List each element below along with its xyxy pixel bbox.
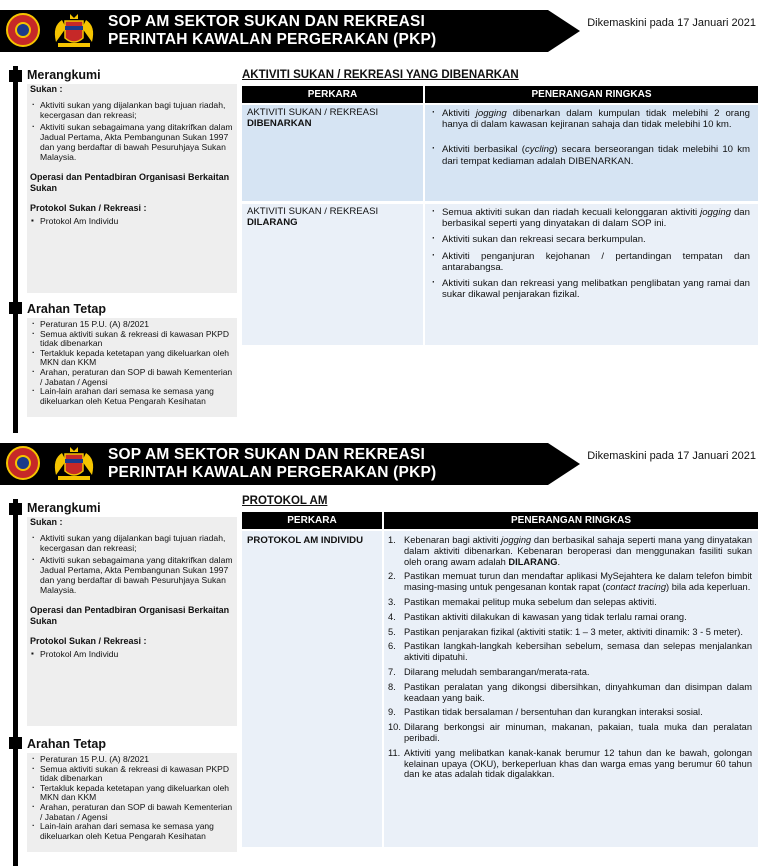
list-item: · Tertakluk kepada ketetapan yang dikeluarkan oleh MKN dan KKM: [40, 349, 234, 368]
section-marker-icon: [9, 503, 22, 515]
list-item: · Aktiviti sukan sebagaimana yang ditakrifkan dalam Jadual Pertama, Akta Pembangunan Sukan 1997 dan yang berdaftar di bawah Pesuruhjaya Sukan Malaysia.: [40, 555, 233, 596]
updated-date: Dikemaskini pada 17 Januari 2021: [587, 450, 756, 462]
section-marker-icon: [9, 70, 22, 82]
agency-logo-icon: [6, 13, 40, 47]
list-item: · Arahan, peraturan dan SOP di bawah Kementerian / Jabatan / Agensi: [40, 368, 234, 387]
slide-protokol: [0, 433, 768, 866]
arahan-panel: [27, 318, 237, 417]
list-item: · Aktiviti jogging dibenarkan dalam kumpulan tidak melebihi 2 orang hanya di dalam kawasan kejiranan sahaja dan tidak melebihi 10 km.: [442, 108, 750, 130]
list-item: · Arahan, peraturan dan SOP di bawah Kementerian / Jabatan / Agensi: [40, 803, 234, 822]
arahan-heading: Arahan Tetap: [27, 737, 106, 751]
list-item: · Semua aktiviti sukan & rekreasi di kawasan PKPD tidak dibenarkan: [40, 765, 234, 784]
protocol-heading: Protokol Sukan / Rekreasi :: [30, 202, 147, 213]
column-header-penerangan: PENERANGAN RINGKAS: [425, 86, 758, 103]
list-item: · Aktiviti berbasikal (cycling) secara berseorangan tidak melebihi 10 km dari tempat kediaman adalah DIBENARKAN.: [442, 144, 750, 166]
title-line-2: PERINTAH KAWALAN PERGERAKAN (PKP): [108, 31, 437, 48]
list-item: · Tertakluk kepada ketetapan yang dikeluarkan oleh MKN dan KKM: [40, 784, 234, 803]
list-item: · Lain-lain arahan dari semasa ke semasa yang dikeluarkan oleh Ketua Pengarah Kesihatan: [40, 387, 234, 406]
list-item: 3. Pastikan memakai pelitup muka sebelum dan selepas aktiviti.: [388, 596, 657, 607]
updated-date: Dikemaskini pada 17 Januari 2021: [587, 17, 756, 29]
list-item: 6. Pastikan langkah-langkah kebersihan sebelum, semasa dan selepas menjalankan aktiviti dipatuhi.: [388, 641, 752, 663]
ops-heading: Operasi dan Pentadbiran Organisasi Berkaitan Sukan: [30, 172, 230, 193]
row-label-text: AKTIVITI SUKAN / REKREASI: [247, 206, 379, 217]
list-item: · Lain-lain arahan dari semasa ke semasa yang dikeluarkan oleh Ketua Pengarah Kesihatan: [40, 822, 234, 841]
merangkumi-heading: Merangkumi: [27, 68, 101, 82]
list-item: 7. Dilarang meludah sembarangan/merata-rata.: [388, 666, 590, 677]
list-item: 8. Pastikan peralatan yang dikongsi dibersihkan, dinyahkuman dan disimpan dalam keadaan yang baik.: [388, 681, 752, 703]
timeline-bar: [13, 499, 18, 866]
arahan-heading: Arahan Tetap: [27, 302, 106, 316]
table-title: AKTIVITI SUKAN / REKREASI YANG DIBENARKAN: [242, 69, 519, 81]
list-item: 5. Pastikan penjarakan fizikal (aktiviti statik: 1 – 3 meter, aktiviti dinamik: 3 - 5 meter).: [388, 626, 743, 637]
title-line-2: PERINTAH KAWALAN PERGERAKAN (PKP): [108, 464, 437, 481]
merangkumi-heading: Merangkumi: [27, 501, 101, 515]
list-item: 2. Pastikan memuat turun dan mendaftar aplikasi MySejahtera ke dalam telefon bimbit masing-masing untuk pengesanan kontak rapat (contact tracing) bila ada keperluan.: [388, 571, 752, 593]
row-label-text: AKTIVITI SUKAN / REKREASI: [247, 107, 379, 118]
list-item: 9. Pastikan tidak bersalaman / bersentuhan dan kurangkan interaksi sosial.: [388, 707, 703, 718]
title-line-1: SOP AM SEKTOR SUKAN DAN REKREASI: [108, 446, 426, 463]
column-header-penerangan: PENERANGAN RINGKAS: [384, 512, 758, 529]
list-item: ▪ Protokol Am Individu: [40, 216, 233, 226]
row-desc-protokol: [384, 531, 758, 847]
agency-logo-icon: [6, 446, 40, 480]
sukan-subheading: Sukan :: [30, 517, 63, 527]
list-item: · Aktiviti sukan sebagaimana yang ditakrifkan dalam Jadual Pertama, Akta Pembangunan Sukan 1997 dan yang berdaftar di bawah Pesuruhjaya Sukan Malaysia.: [40, 122, 233, 163]
row-label-dilarang: [242, 204, 423, 345]
column-header-perkara: PERKARA: [242, 512, 382, 529]
list-item: · Semua aktiviti sukan & rekreasi di kawasan PKPD tidak dibenarkan: [40, 330, 234, 349]
page-title: [108, 13, 436, 49]
ops-heading: Operasi dan Pentadbiran Organisasi Berkaitan Sukan: [30, 605, 230, 626]
list-item: · Peraturan 15 P.U. (A) 8/2021: [40, 755, 234, 765]
column-header-perkara: PERKARA: [242, 86, 423, 103]
protocol-heading: Protokol Sukan / Rekreasi :: [30, 635, 147, 646]
list-item: 4. Pastikan aktiviti dilakukan di kawasan yang tidak terlalu ramai orang.: [388, 611, 687, 622]
list-item: · Aktiviti sukan yang dijalankan bagi tujuan riadah, kecergasan dan rekreasi;: [40, 100, 233, 120]
list-item: · Peraturan 15 P.U. (A) 8/2021: [40, 320, 234, 330]
row-label-protokol: PROTOKOL AM INDIVIDU: [242, 531, 382, 847]
list-item: · Aktiviti sukan dan rekreasi yang melibatkan penglibatan yang ramai dan sukar dikawal penjarakan fizikal.: [442, 278, 750, 300]
list-item: · Aktiviti penganjuran kejohanan / pertandingan tempatan dan antarabangsa.: [442, 251, 750, 273]
row-desc-dilarang: [425, 204, 758, 345]
section-marker-icon: [9, 737, 22, 749]
row-label-bold: DILARANG: [247, 217, 298, 229]
merangkumi-panel: [27, 84, 237, 293]
row-desc-dibenarkan: [425, 105, 758, 201]
list-item: · Semua aktiviti sukan dan riadah kecuali kelonggaran aktiviti jogging dan berbasikal seperti yang dinyatakan di dalam SOP ini.: [442, 207, 750, 229]
title-line-1: SOP AM SEKTOR SUKAN DAN REKREASI: [108, 13, 426, 30]
coat-of-arms-icon: [48, 12, 100, 50]
timeline-bar: [13, 66, 18, 433]
coat-of-arms-icon: [48, 445, 100, 483]
page-title: [108, 446, 436, 482]
merangkumi-panel: [27, 517, 237, 726]
row-label-dibenarkan: [242, 105, 423, 201]
row-label-bold: DIBENARKAN: [247, 118, 312, 130]
sukan-subheading: Sukan :: [30, 84, 63, 94]
list-item: · Aktiviti sukan yang dijalankan bagi tujuan riadah, kecergasan dan rekreasi;: [40, 533, 233, 553]
table-title: PROTOKOL AM: [242, 495, 328, 507]
list-item: · Aktiviti sukan dan rekreasi secara berkumpulan.: [442, 234, 750, 245]
list-item: ▪ Protokol Am Individu: [40, 649, 233, 659]
list-item: 11. Aktiviti yang melibatkan kanak-kanak berumur 12 tahun dan ke bawah, golongan kelainan upaya (OKU), berkeperluan khas dan warga emas yang berumur 60 tahun dan ke atas adalah tidak digalakkan.: [388, 747, 752, 780]
section-marker-icon: [9, 302, 22, 314]
list-item: 10. Dilarang berkongsi air minuman, makanan, pakaian, tuala muka dan peralatan peribadi.: [388, 722, 752, 743]
list-item: 1. Kebenaran bagi aktiviti jogging dan berbasikal sahaja seperti mana yang dinyatakan dalam aktiviti dibenarkan. Kebenaran beroperasi dan menggunakan fasiliti sukan oleh orang awam adalah DILARANG.: [388, 535, 753, 567]
arahan-panel: [27, 753, 237, 852]
